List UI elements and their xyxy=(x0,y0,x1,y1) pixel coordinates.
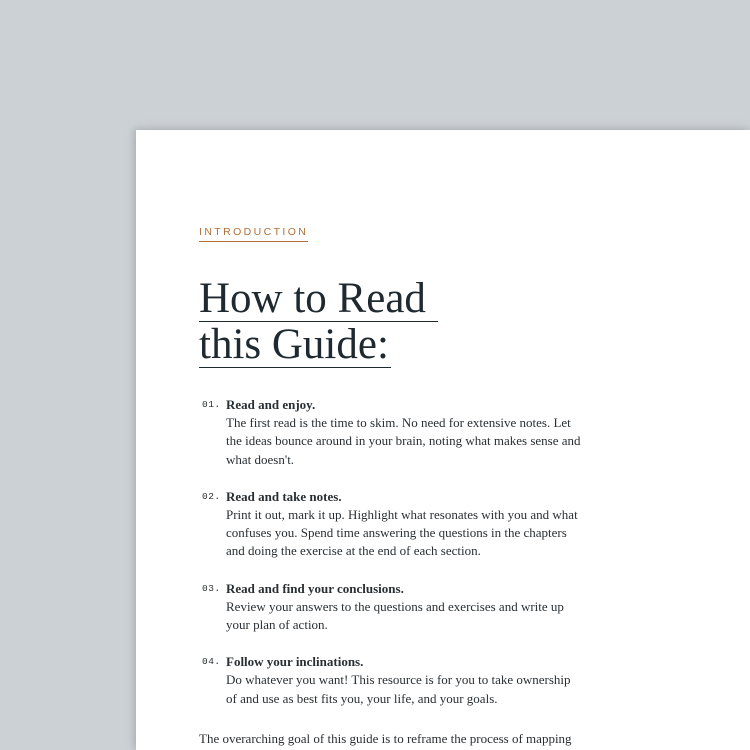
item-number: 02. xyxy=(202,490,221,502)
item-title: Read and find your conclusions. xyxy=(226,580,404,596)
item-number: 03. xyxy=(202,582,221,594)
instruction-list xyxy=(202,396,582,727)
body-paragraph: The overarching goal of this guide is to reframe the process of mapping xyxy=(199,731,572,746)
item-body: Do whatever you want! This resource is for you to take ownership of and use as best fits you, your life, and your goals. xyxy=(226,672,571,706)
item-title: Read and enjoy. xyxy=(226,397,316,412)
item-body: Review your answers to the questions and exercises and write up your plan of action. xyxy=(226,598,564,633)
list-item xyxy=(202,580,582,635)
list-item xyxy=(202,396,582,469)
title-line-2: this Guide: xyxy=(199,321,389,368)
item-body: The first read is the time to skim. No need for extensive notes. Let the ideas bounce around in your brain, noting what makes sense and what doesn't. xyxy=(226,415,581,467)
document-page xyxy=(136,130,750,750)
item-number: 01. xyxy=(202,399,221,410)
section-eyebrow: INTRODUCTION xyxy=(199,226,308,242)
item-body: Print it out, mark it up. Highlight what resonates with you and what confuses you. Spend time answering the questions in the chapters and doing the exercise at the end of each section. xyxy=(226,506,578,559)
item-number: 04. xyxy=(202,656,221,668)
item-title: Follow your inclinations. xyxy=(226,654,364,670)
item-title: Read and take notes. xyxy=(226,488,342,504)
list-item xyxy=(202,653,582,708)
page-title xyxy=(199,276,438,368)
title-line-1: How to Read xyxy=(199,277,438,322)
list-item xyxy=(202,488,582,561)
